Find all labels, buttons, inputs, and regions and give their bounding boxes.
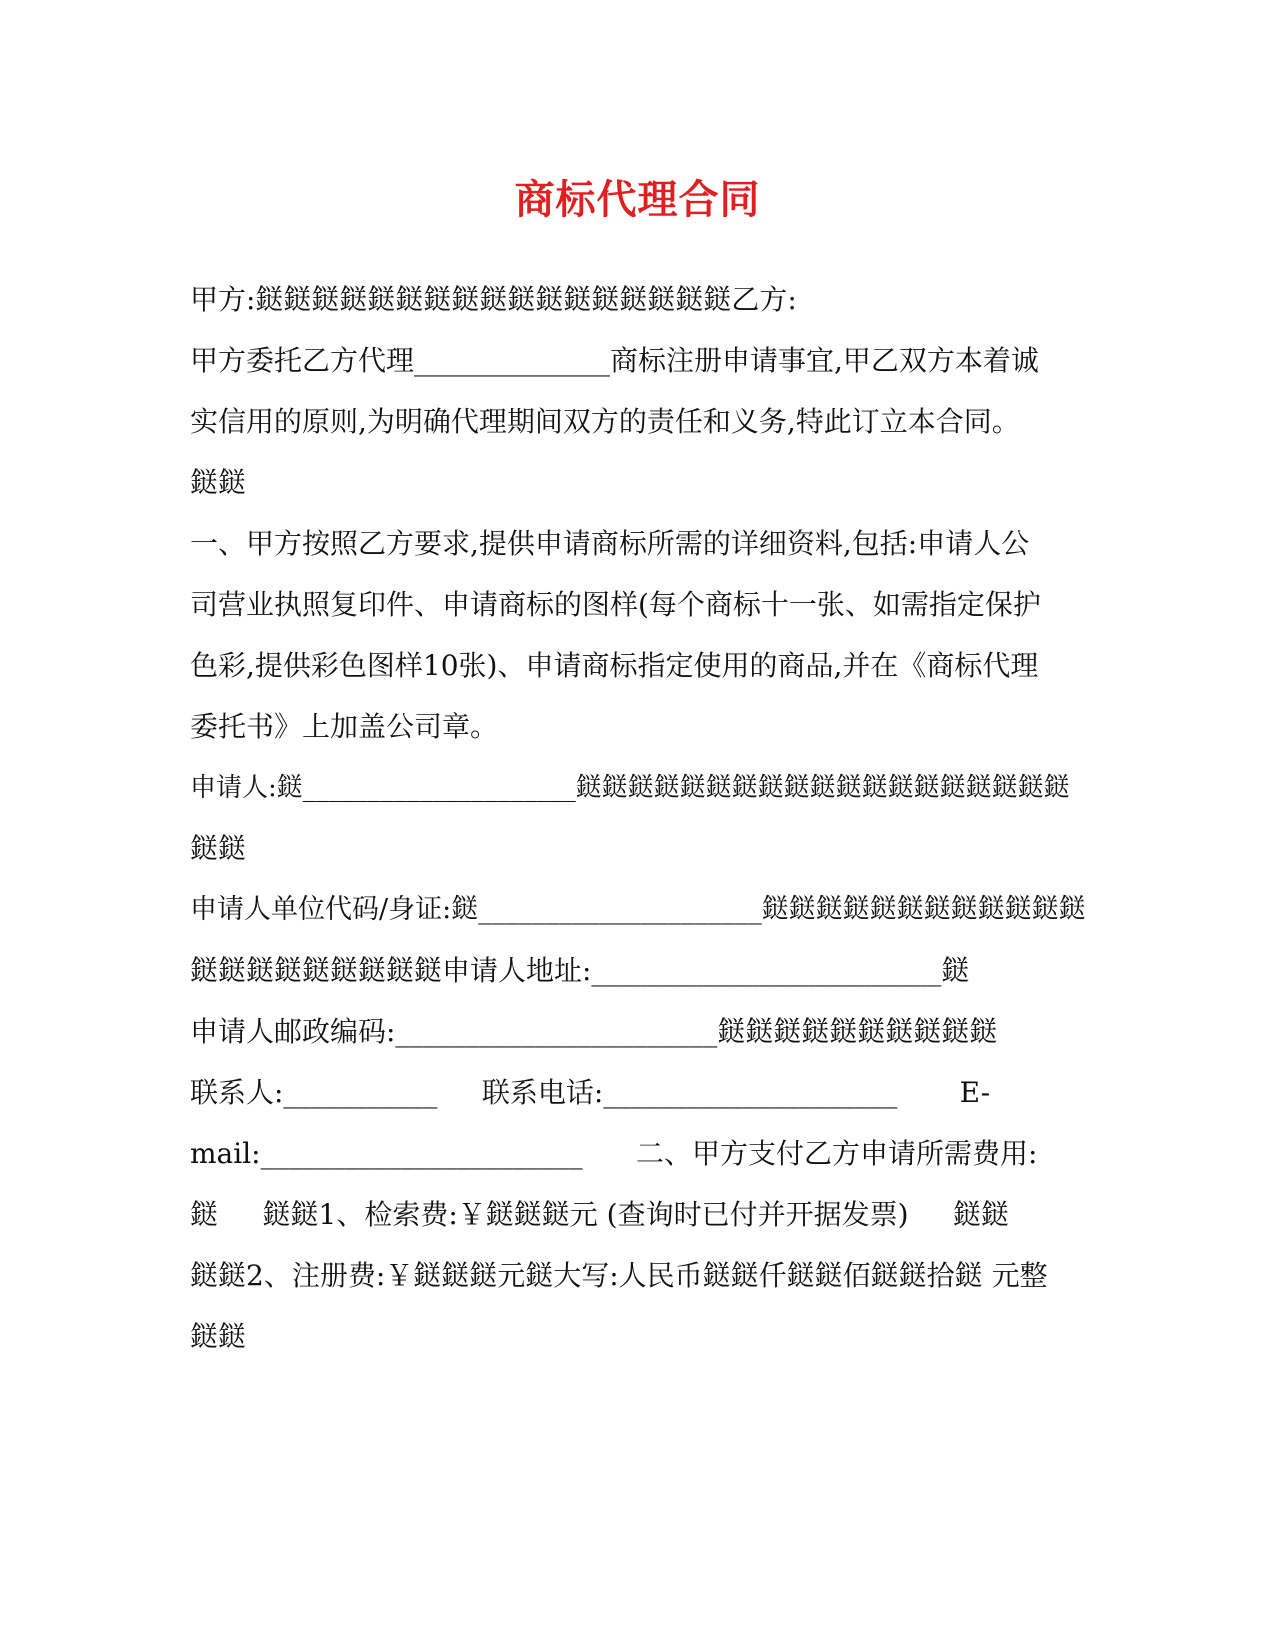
search-fee-line: 鎹 鎹鎹1、检索费:￥鎹鎹鎹元 (查询时已付并开据发票) 鎹鎹: [190, 1198, 1010, 1231]
registration-fee-line: 鎹鎹2、注册费:￥鎹鎹鎹元鎹大写:人民币鎹鎹仟鎹鎹佰鎹鎹拾鎹 元整: [190, 1259, 1048, 1292]
contact-phone-line: 联系人:___________ 联系电话:_____________________ E-: [190, 1076, 991, 1109]
email-clause-2-line: mail:_______________________ 二、甲方支付乙方申请所需费用:: [190, 1137, 1038, 1170]
clause-1-line-4: 委托书》上加盖公司章。: [190, 710, 499, 743]
filler-line: 鎹鎹: [190, 1320, 247, 1353]
filler-line: 鎹鎹: [190, 466, 247, 499]
party-a-b-line: 甲方:鎹鎹鎹鎹鎹鎹鎹鎹鎹鎹鎹鎹鎹鎹鎹鎹鎹乙方:: [190, 283, 797, 316]
applicant-address-line: 鎹鎹鎹鎹鎹鎹鎹鎹鎹申请人地址:_________________________鎹: [190, 954, 970, 987]
document-title: 商标代理合同: [514, 176, 761, 223]
intro-line-2: 实信用的原则,为明确代理期间双方的责任和义务,特此订立本合同。: [190, 405, 1020, 438]
clause-1-line-2: 司营业执照复印件、申请商标的图样(每个商标十一张、如需指定保护: [190, 588, 1041, 621]
applicant-line: 申请人:鎹_____________________鎹鎹鎹鎹鎹鎹鎹鎹鎹鎹鎹鎹鎹鎹鎹鎹鎹鎹鎹: [190, 773, 1070, 803]
applicant-postcode-line: 申请人邮政编码:_______________________鎹鎹鎹鎹鎹鎹鎹鎹鎹鎹: [190, 1015, 998, 1048]
applicant-code-line: 申请人单位代码/身证:鎹_____________________鎹鎹鎹鎹鎹鎹鎹鎹鎹鎹鎹鎹: [190, 894, 1086, 925]
clause-1-line-1: 一、甲方按照乙方要求,提供申请商标所需的详细资料,包括:申请人公: [190, 527, 1030, 560]
intro-line-1: 甲方委托乙方代理______________商标注册申请事宜,甲乙双方本着诚: [190, 344, 1039, 377]
clause-1-line-3: 色彩,提供彩色图样10张)、申请商标指定使用的商品,并在《商标代理: [190, 649, 1039, 682]
filler-line: 鎹鎹: [190, 832, 247, 865]
